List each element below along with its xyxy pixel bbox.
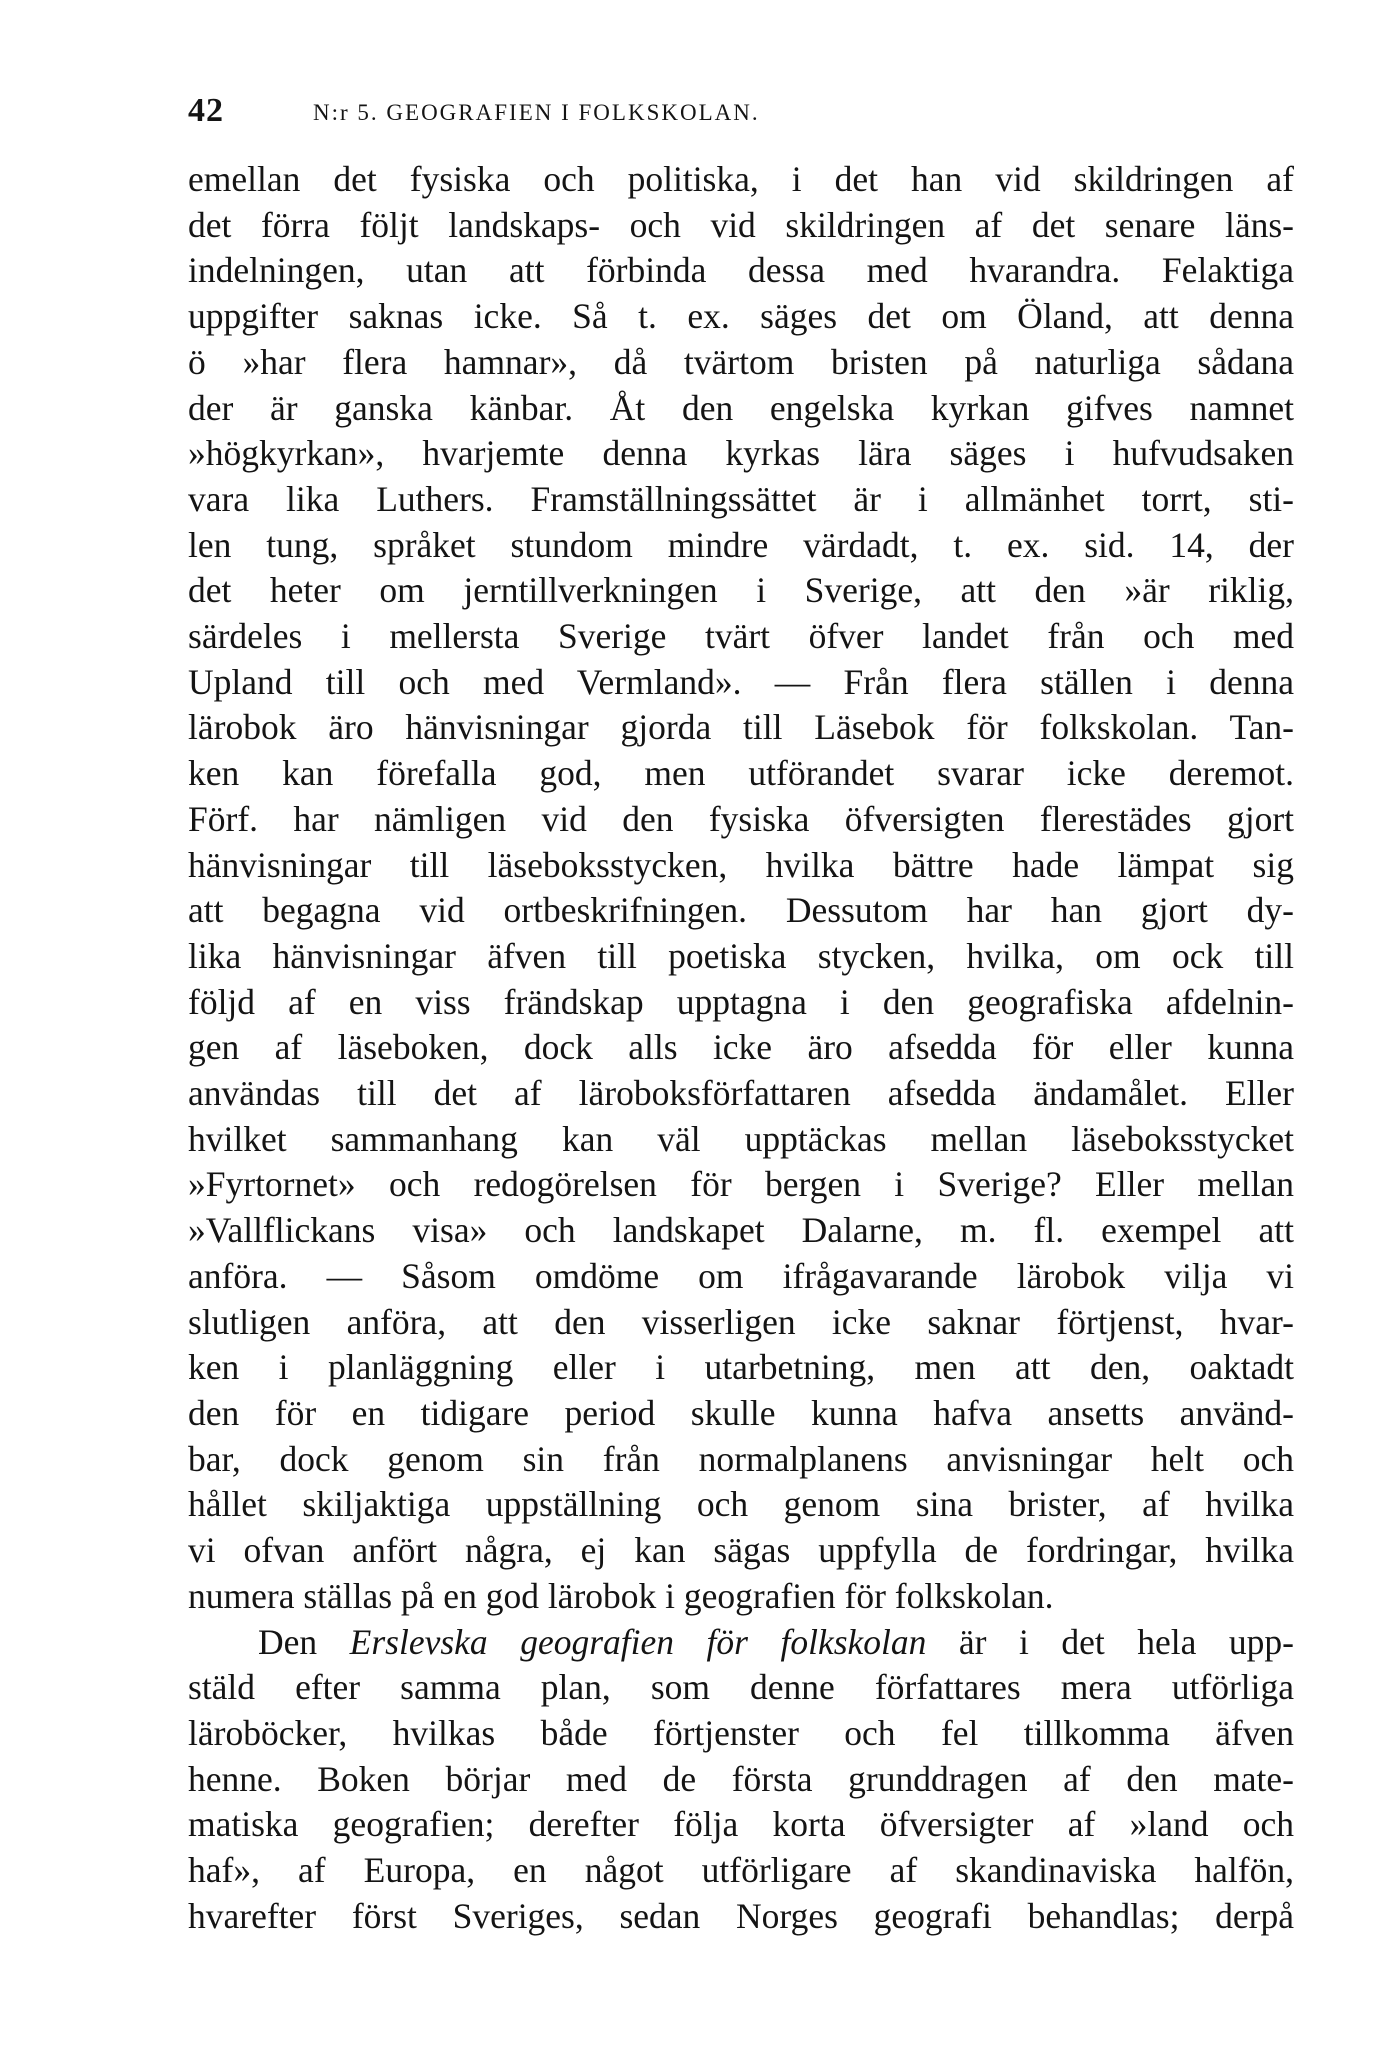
text-line: emellan det fysiska och politiska, i det han vid skildringen af: [188, 159, 1294, 199]
text-line: hvilket sammanhang kan väl upptäckas mellan läseboksstycket: [188, 1118, 1294, 1159]
text-line: »högkyrkan», hvarjemte denna kyrkas lära säges i hufvudsaken: [188, 433, 1294, 474]
text-line: slutligen anföra, att den visserligen icke saknar förtjenst, hvar-: [188, 1301, 1294, 1342]
text-line: der är ganska känbar. Åt den engelska kyrkan gifves namnet: [188, 387, 1294, 428]
text-line: lika hänvisningar äfven till poetiska stycken, hvilka, om ock till: [188, 935, 1294, 976]
text-line: ken kan förefalla god, men utförandet svarar icke deremot.: [188, 753, 1294, 794]
body-text: [188, 157, 1294, 1939]
text-line: vara lika Luthers. Framställningssättet är i allmänhet torrt, sti-: [188, 478, 1294, 519]
text-line: användas till det af läroboksförfattaren afsedda ändamålet. Eller: [188, 1073, 1294, 1114]
text-line: den för en tidigare period skulle kunna hafva ansetts använd-: [188, 1392, 1294, 1433]
text-line: följd af en viss frändskap upptagna i den geografiska afdelnin-: [188, 981, 1294, 1022]
text-line: det heter om jerntillverkningen i Sverige, att den »är riklig,: [188, 570, 1294, 611]
text-line: len tung, språket stundom mindre värdadt, t. ex. sid. 14, der: [188, 524, 1294, 565]
text-line: uppgifter saknas icke. Så t. ex. säges det om Öland, att denna: [188, 296, 1294, 337]
text-line: lärobok äro hänvisningar gjorda till Läsebok för folkskolan. Tan-: [188, 707, 1294, 748]
text-line: indelningen, utan att förbinda dessa med hvarandra. Felaktiga: [188, 250, 1294, 291]
text-line: att begagna vid ortbeskrifningen. Dessutom har han gjort dy-: [188, 890, 1294, 931]
page-number: 42: [188, 92, 224, 129]
paragraph: [188, 1620, 1294, 1940]
text-line: [188, 1620, 1294, 1666]
text-line: hänvisningar till läseboksstycken, hvilka bättre hade lämpat sig: [188, 844, 1294, 885]
text-line: matiska geografien; derefter följa korta öfversigter af »land och: [188, 1804, 1294, 1845]
text-line: läroböcker, hvilkas både förtjenster och fel tillkomma äfven: [188, 1712, 1294, 1753]
text-line: det förra följt landskaps- och vid skildringen af det senare läns-: [188, 204, 1294, 245]
running-head: [188, 92, 1288, 136]
text-line: hållet skiljaktiga uppställning och genom sina brister, af hvilka: [188, 1484, 1294, 1525]
text-line: Förf. har nämligen vid den fysiska öfversigten flerestädes gjort: [188, 798, 1294, 839]
running-title: N:r 5. GEOGRAFIEN I FOLKSKOLAN.: [313, 100, 760, 125]
text-line: Upland till och med Vermland». — Från flera ställen i denna: [188, 661, 1294, 702]
text-line: vi ofvan anfört några, ej kan sägas uppfylla de fordringar, hvilka: [188, 1530, 1294, 1571]
text-run: Den: [258, 1621, 350, 1662]
text-line: anföra. — Såsom omdöme om ifrågavarande lärobok vilja vi: [188, 1255, 1294, 1296]
text-line: ö »har flera hamnar», då tvärtom bristen på naturliga sådana: [188, 341, 1294, 382]
text-line: stäld efter samma plan, som denne författares mera utförliga: [188, 1667, 1294, 1708]
text-line: gen af läseboken, dock alls icke äro afsedda för eller kunna: [188, 1027, 1294, 1068]
text-line: särdeles i mellersta Sverige tvärt öfver landet från och med: [188, 616, 1294, 657]
text-line: haf», af Europa, en något utförligare af skandinaviska halfön,: [188, 1850, 1294, 1891]
text-line: »Fyrtornet» och redogörelsen för bergen i Sverige? Eller mellan: [188, 1164, 1294, 1205]
book-title-italic: Erslevska geografien för folkskolan: [349, 1621, 927, 1662]
text-line: ken i planläggning eller i utarbetning, men att den, oaktadt: [188, 1347, 1294, 1388]
text-line: hvarefter först Sveriges, sedan Norges geografi behandlas; derpå: [188, 1895, 1294, 1936]
text-line: numera ställas på en god lärobok i geografien för folkskolan.: [188, 1575, 1054, 1616]
text-line: henne. Boken börjar med de första grunddragen af den mate-: [188, 1758, 1294, 1799]
paragraph: [188, 157, 1294, 1620]
text-run: är i det hela upp-: [926, 1621, 1294, 1662]
text-line: bar, dock genom sin från normalplanens anvisningar helt och: [188, 1438, 1294, 1479]
text-line: »Vallflickans visa» och landskapet Dalarne, m. fl. exempel att: [188, 1210, 1294, 1251]
